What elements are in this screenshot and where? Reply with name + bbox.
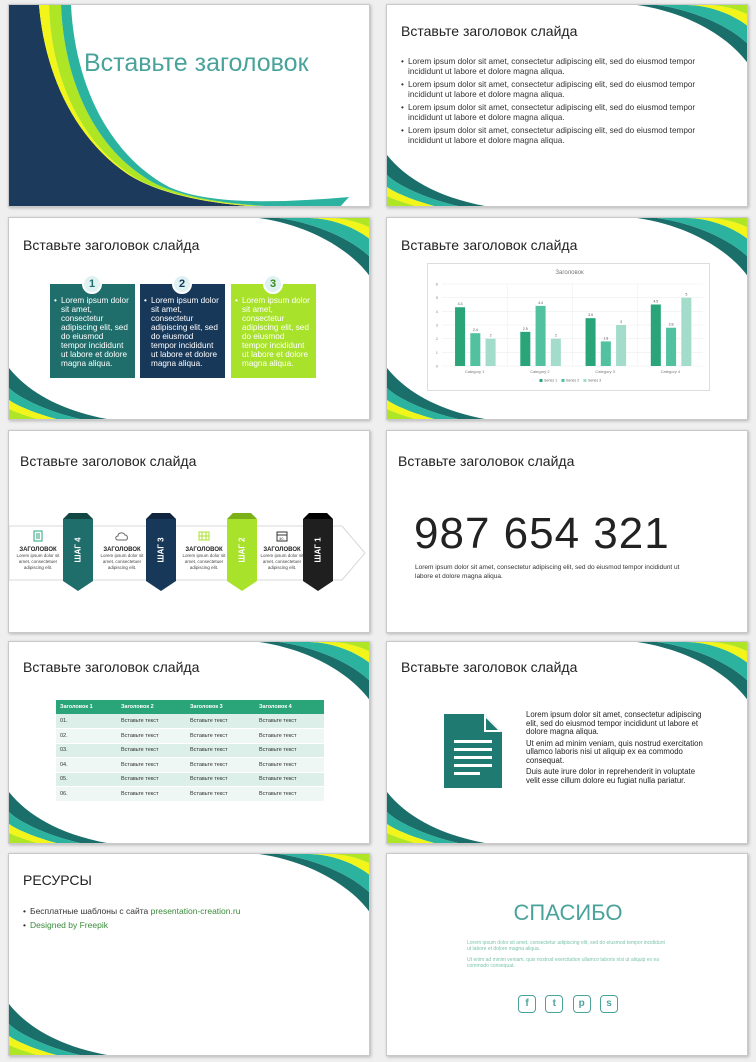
legend-swatch [584, 379, 587, 382]
legend-label: Series 1 [544, 378, 558, 383]
chart-title: Заголовок [555, 270, 584, 276]
step-text: Lorem ipsum dolor sit amet, consectetuer adipiscing elit. [260, 553, 304, 570]
table-cell: Вставьте текст [255, 714, 324, 729]
twitter-icon[interactable]: t [545, 995, 563, 1013]
step-text: Lorem ipsum dolor sit amet, consectetuer adipiscing elit. [100, 553, 144, 570]
chart-bar [455, 307, 465, 366]
text-block [526, 711, 711, 785]
step-text: Lorem ipsum dolor sit amet, consectetuer adipiscing elit. [16, 553, 60, 570]
slide-3-title: Вставьте заголовок слайда [23, 237, 200, 253]
bullet-item: • Lorem ipsum dolor sit amet, consectetur adipiscing elit, sed do eiusmod tempor incididunt ut labore et dolore magna aliqua. [401, 57, 721, 77]
table-row [56, 743, 324, 758]
step-block [15, 529, 61, 571]
table-cell: Вставьте текст [255, 729, 324, 744]
table-cell: 05. [56, 772, 117, 787]
document-icon [442, 712, 504, 790]
slide-3[interactable] [8, 217, 370, 420]
table-cell: Вставьте текст [255, 758, 324, 773]
step-block [259, 529, 305, 571]
data-label: 2.8 [668, 322, 674, 327]
data-label: 1.8 [603, 336, 609, 341]
slide-8[interactable] [386, 641, 748, 844]
card-number-badge: 1 [82, 274, 102, 294]
table-header-cell: Заголовок 1 [60, 704, 93, 710]
slide-8-title: Вставьте заголовок слайда [401, 659, 578, 675]
step-label: ШАГ 2 [237, 537, 247, 563]
table-cell: 06. [56, 787, 117, 802]
data-label: 2.4 [472, 328, 478, 333]
legend-swatch [540, 379, 543, 382]
title-swoosh-decoration [9, 5, 370, 207]
social-row [518, 995, 618, 1015]
slide-1-title: Вставьте заголовок [84, 49, 309, 77]
slide-9[interactable] [8, 853, 370, 1056]
slide-5-title: Вставьте заголовок слайда [20, 453, 197, 469]
freepik-link[interactable]: Designed by Freepik [30, 920, 108, 930]
x-tick-label: Category 3 [595, 369, 615, 374]
calendar-icon [276, 530, 288, 542]
data-label: 2 [489, 333, 492, 338]
step-heading: ЗАГОЛОВОК [19, 547, 57, 553]
table-header-cell: Заголовок 3 [189, 704, 223, 710]
chart-bar [681, 298, 691, 366]
table-cell: Вставьте текст [186, 772, 255, 787]
y-tick-label: 4 [435, 308, 438, 314]
y-tick-label: 6 [435, 281, 438, 287]
slide-9-title: РЕСУРСЫ [23, 872, 92, 888]
data-label: 4.3 [457, 302, 463, 307]
chart-bar [616, 325, 626, 366]
y-tick-label: 5 [435, 295, 438, 301]
card-number-badge: 2 [172, 274, 192, 294]
card-text: Lorem ipsum dolor sit amet, consectetur adipiscing elit, sed do eiusmod tempor incididunt ut labore et dolore magna aliqua. [151, 296, 219, 368]
step-heading: ЗАГОЛОВОК [103, 547, 141, 553]
data-label: 3 [620, 320, 623, 324]
slide-5[interactable] [8, 430, 370, 633]
paragraph: Duis aute irure dolor in reprehenderit in voluptate velit esse cillum dolore eu fugiat nulla pariatur. [526, 767, 696, 785]
table-cell: Вставьте текст [117, 729, 186, 744]
thanks-text-1: Lorem ipsum dolor sit amet, consectetur adipiscing elit, sed do eiusmod tempor incididunt ut labore et dolore magna aliqua. [467, 940, 665, 952]
y-tick-label: 2 [435, 336, 438, 342]
data-label: 2 [554, 333, 557, 338]
bar-chart [428, 264, 711, 392]
chart-bar [601, 341, 611, 366]
slide-7[interactable] [8, 641, 370, 844]
table-row [56, 729, 324, 744]
chart-bar [470, 333, 480, 366]
chart-bar [666, 328, 676, 366]
slide-7-title: Вставьте заголовок слайда [23, 659, 200, 675]
big-number: 987 654 321 [414, 509, 670, 558]
thanks-text-2: Ut enim ad minim veniam, quis nostrud exercitation ullamco laboris nisi ut aliquip ex ea commodo consequat. [467, 957, 660, 969]
data-label: 5 [685, 292, 688, 297]
x-tick-label: Category 2 [530, 369, 550, 374]
step-label: ШАГ 3 [156, 537, 166, 563]
table-cell: 02. [56, 729, 117, 744]
table-cell: Вставьте текст [117, 772, 186, 787]
table-header-cell: Заголовок 4 [258, 704, 292, 710]
table-cell: Вставьте текст [186, 729, 255, 744]
table-cell: Вставьте текст [117, 714, 186, 729]
y-tick-label: 0 [435, 363, 438, 369]
bullet-item: • Lorem ipsum dolor sit amet, consectetur adipiscing elit, sed do eiusmod tempor incididunt ut labore et dolore magna aliqua. [401, 126, 721, 146]
y-tick-label: 3 [435, 322, 438, 328]
resource-item [23, 906, 240, 917]
chart-bar [536, 306, 546, 366]
y-tick-label: 1 [435, 349, 438, 355]
data-label: 4.4 [538, 300, 544, 305]
thanks-title: СПАСИБО [513, 900, 623, 925]
pinterest-icon[interactable]: p [573, 995, 591, 1013]
resource-item [23, 920, 240, 931]
legend-swatch [562, 379, 565, 382]
table-cell: 03. [56, 743, 117, 758]
legend-label: Series 3 [588, 378, 602, 383]
big-number-caption: Lorem ipsum dolor sit amet, consectetur adipiscing elit, sed do eiusmod tempor incididunt ut labore et dolore magna aliqua. [415, 564, 680, 580]
table-cell: Вставьте текст [186, 758, 255, 773]
step-block [181, 529, 227, 571]
slide-4-title: Вставьте заголовок слайда [401, 237, 578, 253]
data-table [56, 700, 324, 802]
table-cell: Вставьте текст [186, 787, 255, 802]
table-cell: Вставьте текст [117, 758, 186, 773]
card-number-badge: 3 [263, 274, 283, 294]
slide-1[interactable] [8, 4, 370, 207]
chart-frame [427, 263, 710, 391]
card-text: Lorem ipsum dolor sit amet, consectetur adipiscing elit, sed do eiusmod tempor incididunt ut labore et dolore magna aliqua. [61, 296, 129, 368]
data-label: 4.5 [653, 299, 659, 304]
card-3: 3 • Lorem ipsum dolor sit amet, consectetur adipiscing elit, sed do eiusmod tempor incididunt ut labore et dolore magna aliqua. [231, 284, 316, 378]
x-tick-label: Category 4 [660, 369, 681, 374]
table-cell: Вставьте текст [255, 743, 324, 758]
table-cell: 04. [56, 758, 117, 773]
slide-2-title: Вставьте заголовок слайда [401, 23, 578, 39]
bullet-list [401, 57, 721, 149]
slide-10[interactable] [386, 853, 748, 1056]
resource-list [23, 906, 240, 934]
table-cell: Вставьте текст [255, 772, 324, 787]
chart-bar [651, 305, 661, 367]
step-label: ШАГ 1 [313, 537, 323, 563]
grid-icon [198, 530, 210, 542]
table-row [56, 787, 324, 802]
document-icon [33, 530, 43, 542]
table-cell: Вставьте текст [117, 743, 186, 758]
table-cell: Вставьте текст [186, 743, 255, 758]
table-cell: 01. [56, 714, 117, 729]
table-cell: Вставьте текст [255, 787, 324, 802]
bullet-item: • Lorem ipsum dolor sit amet, consectetur adipiscing elit, sed do eiusmod tempor incididunt ut labore et dolore magna aliqua. [401, 80, 721, 100]
chart-bar [486, 339, 496, 366]
step-text: Lorem ipsum dolor sit amet, consectetuer adipiscing elit. [182, 553, 226, 570]
svg-text:30: 30 [279, 536, 284, 541]
facebook-icon[interactable]: f [518, 995, 536, 1013]
step-heading: ЗАГОЛОВОК [185, 547, 223, 553]
chart-bar [586, 318, 596, 366]
data-label: 2.5 [522, 326, 528, 331]
table-row [56, 758, 324, 773]
paragraph: Ut enim ad minim veniam, quis nostrud exercitation ullamco laboris nisi ut aliquip ex ea commodo consequat. [526, 738, 703, 765]
legend-label: Series 2 [566, 378, 580, 383]
chart-bar [551, 339, 561, 366]
table-cell: Вставьте текст [186, 714, 255, 729]
card-2: 2 • Lorem ipsum dolor sit amet, consectetur adipiscing elit, sed do eiusmod tempor incididunt ut labore et dolore magna aliqua. [140, 284, 225, 378]
card-1: 1 • Lorem ipsum dolor sit amet, consectetur adipiscing elit, sed do eiusmod tempor incididunt ut labore et dolore magna aliqua. [50, 284, 135, 378]
slide-2[interactable] [386, 4, 748, 207]
step-block [99, 529, 145, 571]
slide-4[interactable] [386, 217, 748, 420]
slide-6[interactable] [386, 430, 748, 633]
cloud-icon [115, 530, 129, 542]
resource-text: Бесплатные шаблоны с сайта [30, 906, 151, 916]
table-header-row [56, 700, 324, 714]
step-heading: ЗАГОЛОВОК [263, 547, 301, 553]
paragraph: Lorem ipsum dolor sit amet, consectetur adipiscing elit, sed do eiusmod tempor incididunt ut labore et dolore magna aliqua. [526, 710, 702, 736]
x-tick-label: Category 1 [464, 369, 485, 374]
step-label: ШАГ 4 [73, 537, 83, 563]
chart-bar [520, 332, 530, 366]
table-cell: Вставьте текст [117, 787, 186, 802]
slide-6-title: Вставьте заголовок слайда [398, 453, 575, 469]
site-link[interactable]: presentation-creation.ru [150, 906, 241, 916]
table-row [56, 772, 324, 787]
skype-icon[interactable]: s [600, 995, 618, 1013]
data-label: 3.5 [588, 313, 594, 318]
table-row [56, 714, 324, 729]
card-text: Lorem ipsum dolor sit amet, consectetur adipiscing elit, sed do eiusmod tempor incididunt ut labore et dolore magna aliqua. [242, 296, 310, 368]
table-header-cell: Заголовок 2 [120, 704, 154, 710]
bullet-item: • Lorem ipsum dolor sit amet, consectetur adipiscing elit, sed do eiusmod tempor incididunt ut labore et dolore magna aliqua. [401, 103, 721, 123]
